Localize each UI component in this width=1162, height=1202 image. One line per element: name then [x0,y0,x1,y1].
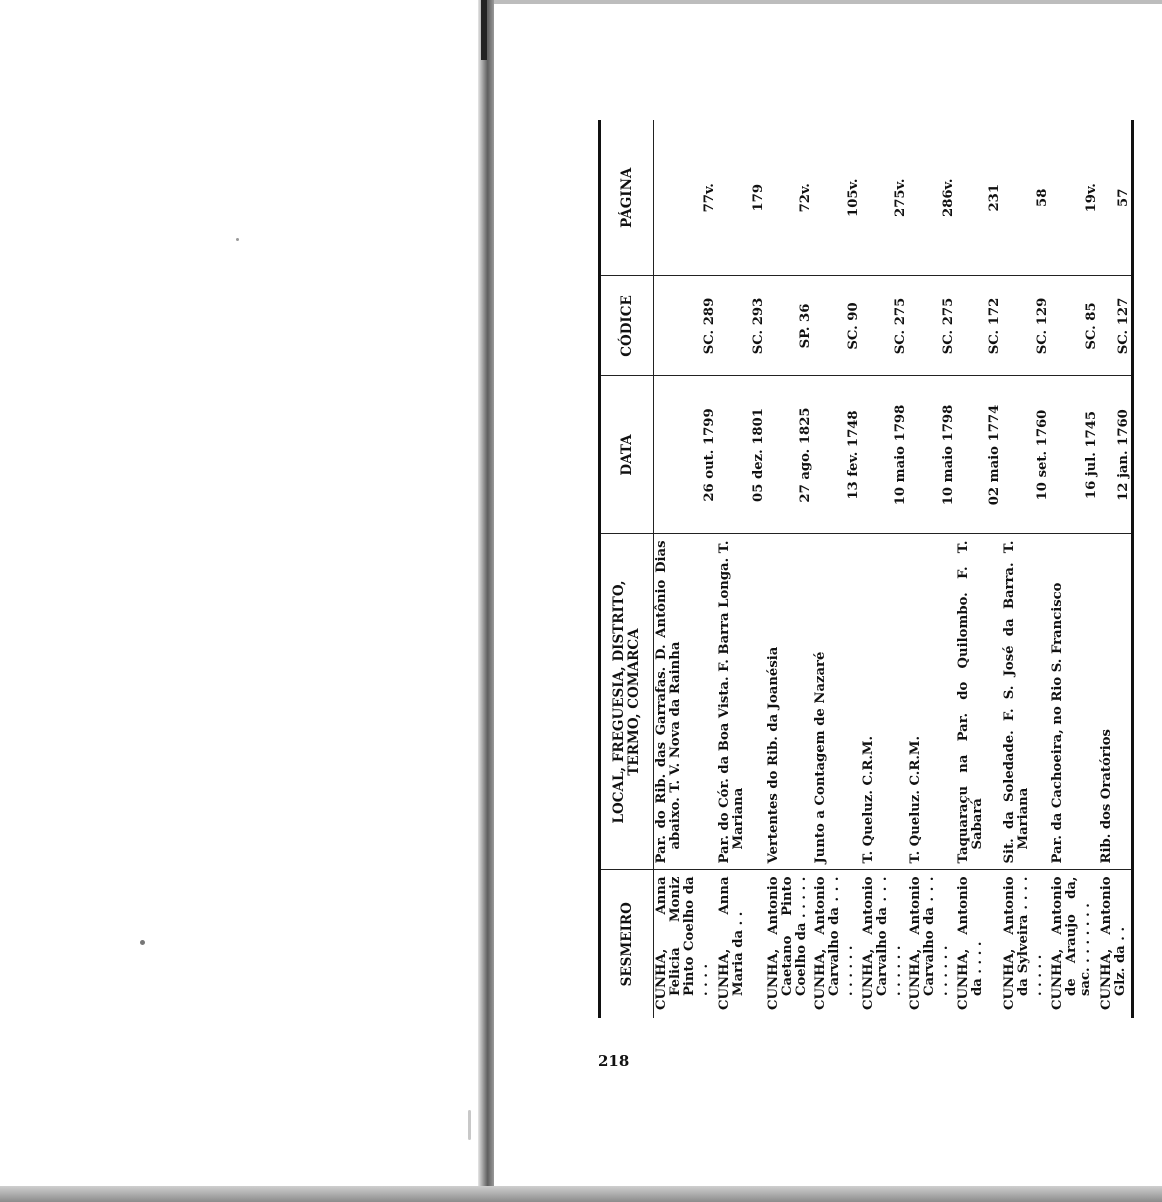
cell-codice: SC. 275 [941,297,957,355]
cell-local-container [813,534,861,870]
table-row [956,120,1002,1018]
table-row [908,120,956,1018]
cell-codice-container [908,276,956,376]
cell-sesmeiro: CUNHA, Antonio da Sylveira . . . . . . . . . [1002,876,1046,1010]
cell-codice-container [861,276,909,376]
cell-data-container [654,376,718,534]
cell-data: 10 set. 1760 [1035,409,1051,501]
cell-local-container [766,534,814,870]
cell-codice-container [956,276,1002,376]
cell-data: 16 jul. 1745 [1083,410,1099,500]
cell-data: 10 maio 1798 [941,404,957,506]
cell-pagina: 58 [1035,188,1051,207]
header-local-line2: TERMO, COMARCA [626,628,642,776]
table-row [1099,120,1133,1018]
cell-local-container [1002,534,1050,870]
cell-codice: SC. 90 [845,302,861,350]
cell-sesmeiro-container [766,870,814,1018]
cell-sesmeiro-container [861,870,909,1018]
table-row [766,120,814,1018]
cell-pagina: 57 [1116,188,1131,207]
cell-sesmeiro: CUNHA, Antonio Carvalho da . . . . . . . . . [813,876,857,1010]
cell-sesmeiro: CUNHA, Antonio Caetano Pinto Coelho da . . . . . [765,876,809,1010]
scan-bottom-edge [0,1186,1162,1202]
cell-local: Par. do Cór. da Boa Vista. F. Barra Longa. T. Mariana [717,540,747,864]
cell-local: Vertentes do Rib. da Joanésia [765,646,781,864]
table-row [1050,120,1099,1018]
cell-data: 10 maio 1798 [893,404,909,506]
cell-pagina-container [956,120,1002,276]
cell-sesmeiro-container [908,870,956,1018]
cell-local-container [861,534,909,870]
header-codice: CÓDICE [600,276,654,376]
table-row [813,120,861,1018]
cell-codice: SP. 36 [798,303,814,349]
book-spine-shadow [478,0,494,1202]
cell-sesmeiro: CUNHA, Antonio de Araujo da, sac. . . . . . . . [1050,876,1094,1010]
cell-sesmeiro-container [1050,870,1099,1018]
cell-codice-container [1002,276,1050,376]
cell-local: Sit. da Soledade. F. S. José da Barra. T. Mariana [1002,540,1032,864]
table-row [861,120,909,1018]
cell-local: Rib. dos Oratórios [1098,729,1114,864]
cell-data: 05 dez. 1801 [750,408,766,502]
cell-data-container [861,376,909,534]
header-local [600,534,654,870]
cell-codice: SC. 129 [1035,297,1051,355]
cell-pagina-container [861,120,909,276]
cell-pagina-container [813,120,861,276]
cell-codice: SC. 275 [893,297,909,355]
cell-codice: SC. 293 [750,297,766,355]
cell-data-container [1099,376,1133,534]
cell-codice: SC. 127 [1116,297,1131,355]
cell-pagina: 286v. [941,178,957,217]
cell-data-container [908,376,956,534]
cell-sesmeiro: CUNHA, Antonio Glz. da . . [1098,876,1128,1010]
cell-sesmeiro: CUNHA, Antonio da . . . . [956,876,986,1010]
cell-sesmeiro-container [1099,870,1133,1018]
cell-pagina-container [908,120,956,276]
cell-local: T. Queluz. C.R.M. [860,735,876,864]
table-row [1002,120,1050,1018]
header-local-line1: LOCAL, FREGUESIA, DISTRITO, [611,580,627,824]
cell-pagina: 179 [750,183,766,212]
cell-sesmeiro: CUNHA, Antonio Carvalho da . . . . . . . . . [860,876,904,1010]
cell-local-container [1050,534,1099,870]
cell-local-container [956,534,1002,870]
cell-codice: SC. 172 [987,297,1003,355]
cell-sesmeiro-container [813,870,861,1018]
cell-data-container [813,376,861,534]
cell-local-container [908,534,956,870]
cell-codice-container [654,276,718,376]
cell-local: Par. da Cachoeira, no Rio S. Francisco [1050,582,1066,864]
cell-local-container [654,534,718,870]
header-data: DATA [600,376,654,534]
cell-pagina-container [1099,120,1133,276]
cell-codice-container [766,276,814,376]
cell-codice-container [717,276,766,376]
table-header-row [600,120,654,1018]
cell-data-container [1050,376,1099,534]
cell-local: Junto a Contagem de Nazaré [813,651,829,864]
sesmarias-table [598,120,1134,1018]
cell-local-container [1099,534,1133,870]
scan-speck [140,940,145,945]
cell-data: 13 fev. 1748 [845,410,861,500]
cell-codice-container [813,276,861,376]
table-row [654,120,718,1018]
cell-pagina-container [766,120,814,276]
cell-data-container [956,376,1002,534]
table-row [717,120,766,1018]
cell-sesmeiro: CUNHA, Anna Felicia Moniz Pinto Coelho da . . . . [654,876,711,1010]
sesmarias-table-rotated [598,120,1134,1018]
header-sesmeiro: SESMEIRO [600,870,654,1018]
cell-data: 27 ago. 1825 [798,407,814,503]
cell-local-container [717,534,766,870]
cell-codice: SC. 85 [1083,302,1099,350]
scan-speck [236,238,239,241]
binding-mark [481,0,487,60]
cell-data-container [766,376,814,534]
cell-local: T. Queluz. C.R.M. [908,735,924,864]
cell-sesmeiro-container [654,870,718,1018]
page-number: 218 [598,1052,630,1070]
cell-local: Taquaraçu na Par. do Quilombo. F. T. Sabará [956,540,986,864]
cell-sesmeiro-container [956,870,1002,1018]
cell-pagina-container [1002,120,1050,276]
cell-sesmeiro: CUNHA, Antonio Carvalho da . . . . . . . . . [908,876,952,1010]
cell-codice-container [1099,276,1133,376]
cell-pagina: 275v. [893,178,909,217]
table-body [654,120,1133,1018]
scan-speck [468,1110,471,1140]
cell-pagina-container [654,120,718,276]
header-pagina: PÁGINA [600,120,654,276]
cell-pagina-container [1050,120,1099,276]
cell-codice: SC. 289 [702,297,718,355]
cell-data: 26 out. 1799 [702,408,718,502]
cell-data-container [1002,376,1050,534]
cell-data: 02 maio 1774 [987,404,1003,506]
page-top-edge [494,0,1162,4]
cell-codice-container [1050,276,1099,376]
cell-sesmeiro: CUNHA, Anna Maria da . . [717,876,747,1010]
cell-pagina: 19v. [1083,183,1099,213]
cell-pagina: 105v. [845,178,861,217]
cell-pagina: 77v. [702,183,718,213]
cell-sesmeiro-container [1002,870,1050,1018]
cell-sesmeiro-container [717,870,766,1018]
cell-pagina: 231 [987,183,1003,212]
cell-data-container [717,376,766,534]
cell-pagina: 72v. [798,183,814,213]
cell-local: Par. do Rib. das Garrafas. D. Antônio Dias abaixo. T. V. Nova da Rainha [654,540,683,864]
cell-pagina-container [717,120,766,276]
cell-data: 12 jan. 1760 [1116,409,1131,501]
